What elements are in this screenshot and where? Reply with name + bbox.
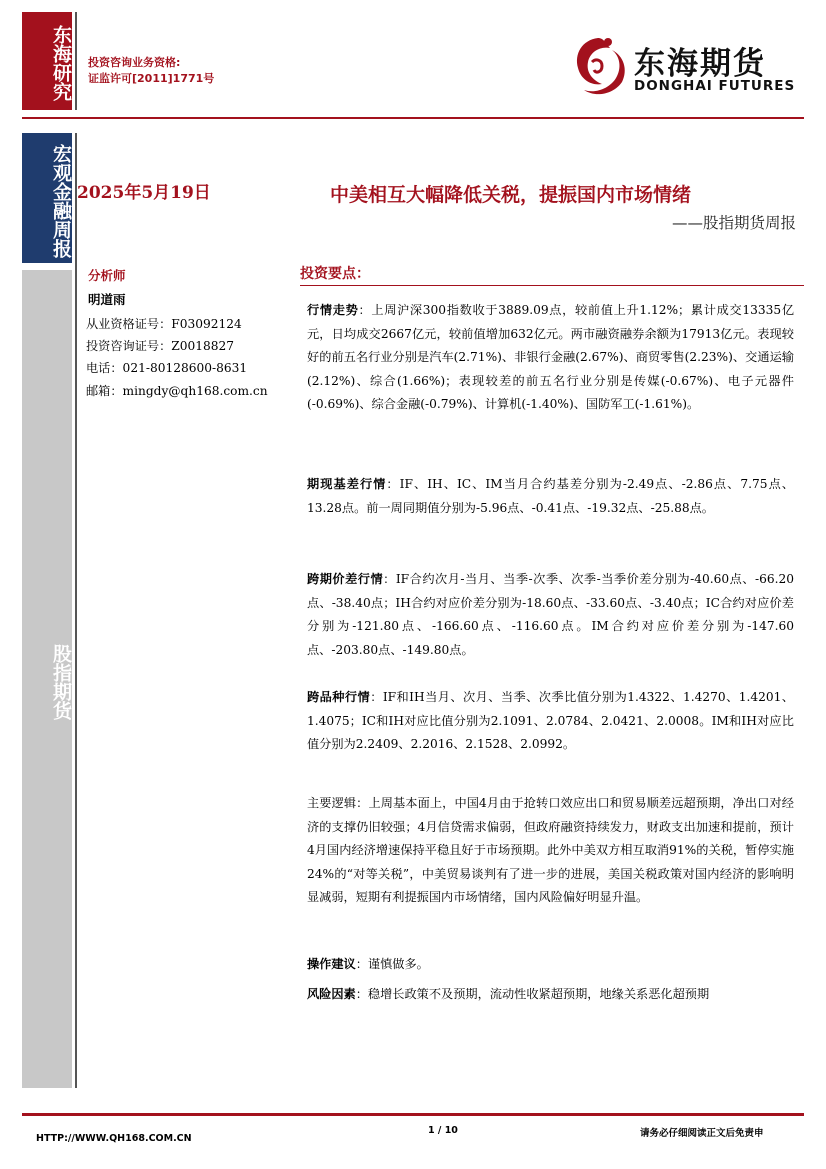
- logo-chinese-text: 东海期货: [634, 46, 766, 82]
- para-calendar-spread: 跨期价差行情：IF合约次月-当月、当季-次季、次季-当季价差分别为-40.60点、-66.20点、-38.40点；IH合约对应价差分别为-18.60点、-33.60点、-3.40点；IC合约对应价差分别为-121.80点、-166.60点、-116.60点。IM合约对应价差分别为-147.60点、-203.80点、-149.80点。: [307, 572, 794, 657]
- analyst-heading: 分析师: [88, 268, 126, 283]
- divider-vertical-main: [75, 133, 77, 1088]
- para-main-logic: 主要逻辑：上周基本面上，中国4月由于抢转口效应出口和贸易顺差远超预期，净出口对经济的支撑仍旧较强；4月信贷需求偏弱，但政府融资持续发力，财政支出加速和提前，预计4月国内经济增速保持平稳且好于市场预期。此外中美双方相互取消91%的关税，暂停实施24%的“对等关税”，中美贸易谈判有了进一步的进展，美国关税政策对国内经济的影响明显减弱，短期有利提振国内市场情绪，国内风险偏好明显升温。: [307, 796, 794, 904]
- footer-url[interactable]: HTTP://WWW.QH168.COM.CN: [36, 1133, 192, 1144]
- report-date: 2025年5月19日: [77, 183, 211, 203]
- divider-vertical-top: [75, 12, 77, 110]
- analyst-consult-cert: 投资咨询证号：Z0018827: [86, 339, 235, 353]
- tag-macro-weekly: 宏观金融周报: [22, 133, 72, 263]
- para-market-trend: 行情走势：上周沪深300指数收于3889.09点，较前值上升1.12%；累计成交13335亿元，日均成交2667亿元，较前值增加632亿元。两市融资融券余额为17913亿元。表现较好的前五名行业分别是汽车(2.71%)、非银行金融(2.67%)、商贸零售(2.23%)、交通运输(2.12%)、综合(1.66%)；表现较差的前五名行业分别是传媒(-0.67%)、电子元器件(-0.69%)、综合金融(-0.79%)、计算机(-1.40%)、国防军工(-1.61%)。: [307, 303, 794, 411]
- analyst-email[interactable]: 邮箱：mingdy@qh168.com.cn: [86, 384, 268, 398]
- qualification-label: 投资咨询业务资格:: [88, 56, 181, 69]
- analyst-cert: 从业资格证号：F03092124: [86, 317, 242, 331]
- para-suggestion: 操作建议：谨慎做多。: [307, 957, 429, 971]
- analyst-phone: 电话：021-80128600-8631: [86, 361, 248, 375]
- footer-rule: [22, 1113, 804, 1116]
- key-points-rule: [300, 285, 804, 286]
- para-cross-product: 跨品种行情：IF和IH当月、次月、当季、次季比值分别为1.4322、1.4270、1.4201、1.4075；IC和IH对应比值分别为2.1091、2.0784、2.0421、2.0008。IM和IH对应比值分别为2.2409、2.2016、2.1528、2.0992。: [307, 690, 794, 751]
- para-risk: 风险因素：稳增长政策不及预期，流动性收紧超预期，地缘关系恶化超预期: [307, 987, 710, 1001]
- header-rule: [22, 117, 804, 119]
- analyst-name: 明道雨: [88, 292, 126, 307]
- donghai-logo: [568, 32, 800, 102]
- logo-english-text: DONGHAI FUTURES: [634, 78, 796, 94]
- tag-stock-index-futures: 股指期货: [22, 270, 72, 1088]
- footer-disclaimer: 请务必仔细阅读正文后免责申: [640, 1128, 764, 1139]
- para-basis: 期现基差行情：IF、IH、IC、IM当月合约基差分别为-2.49点、-2.86点、7.75点、13.28点。前一周同期值分别为-5.96点、-0.41点、-19.32点、-25.88点。: [307, 477, 794, 515]
- report-title: 中美相互大幅降低关税，提振国内市场情绪: [330, 184, 692, 206]
- dragon-emblem-icon: [568, 32, 630, 102]
- report-subtitle: ——股指期货周报: [671, 214, 796, 232]
- tag-research: 东海研究: [22, 12, 72, 110]
- page-number: 1 / 10: [428, 1125, 458, 1136]
- key-points-heading: 投资要点：: [300, 266, 370, 282]
- license-number: 证监许可[2011]1771号: [88, 72, 215, 85]
